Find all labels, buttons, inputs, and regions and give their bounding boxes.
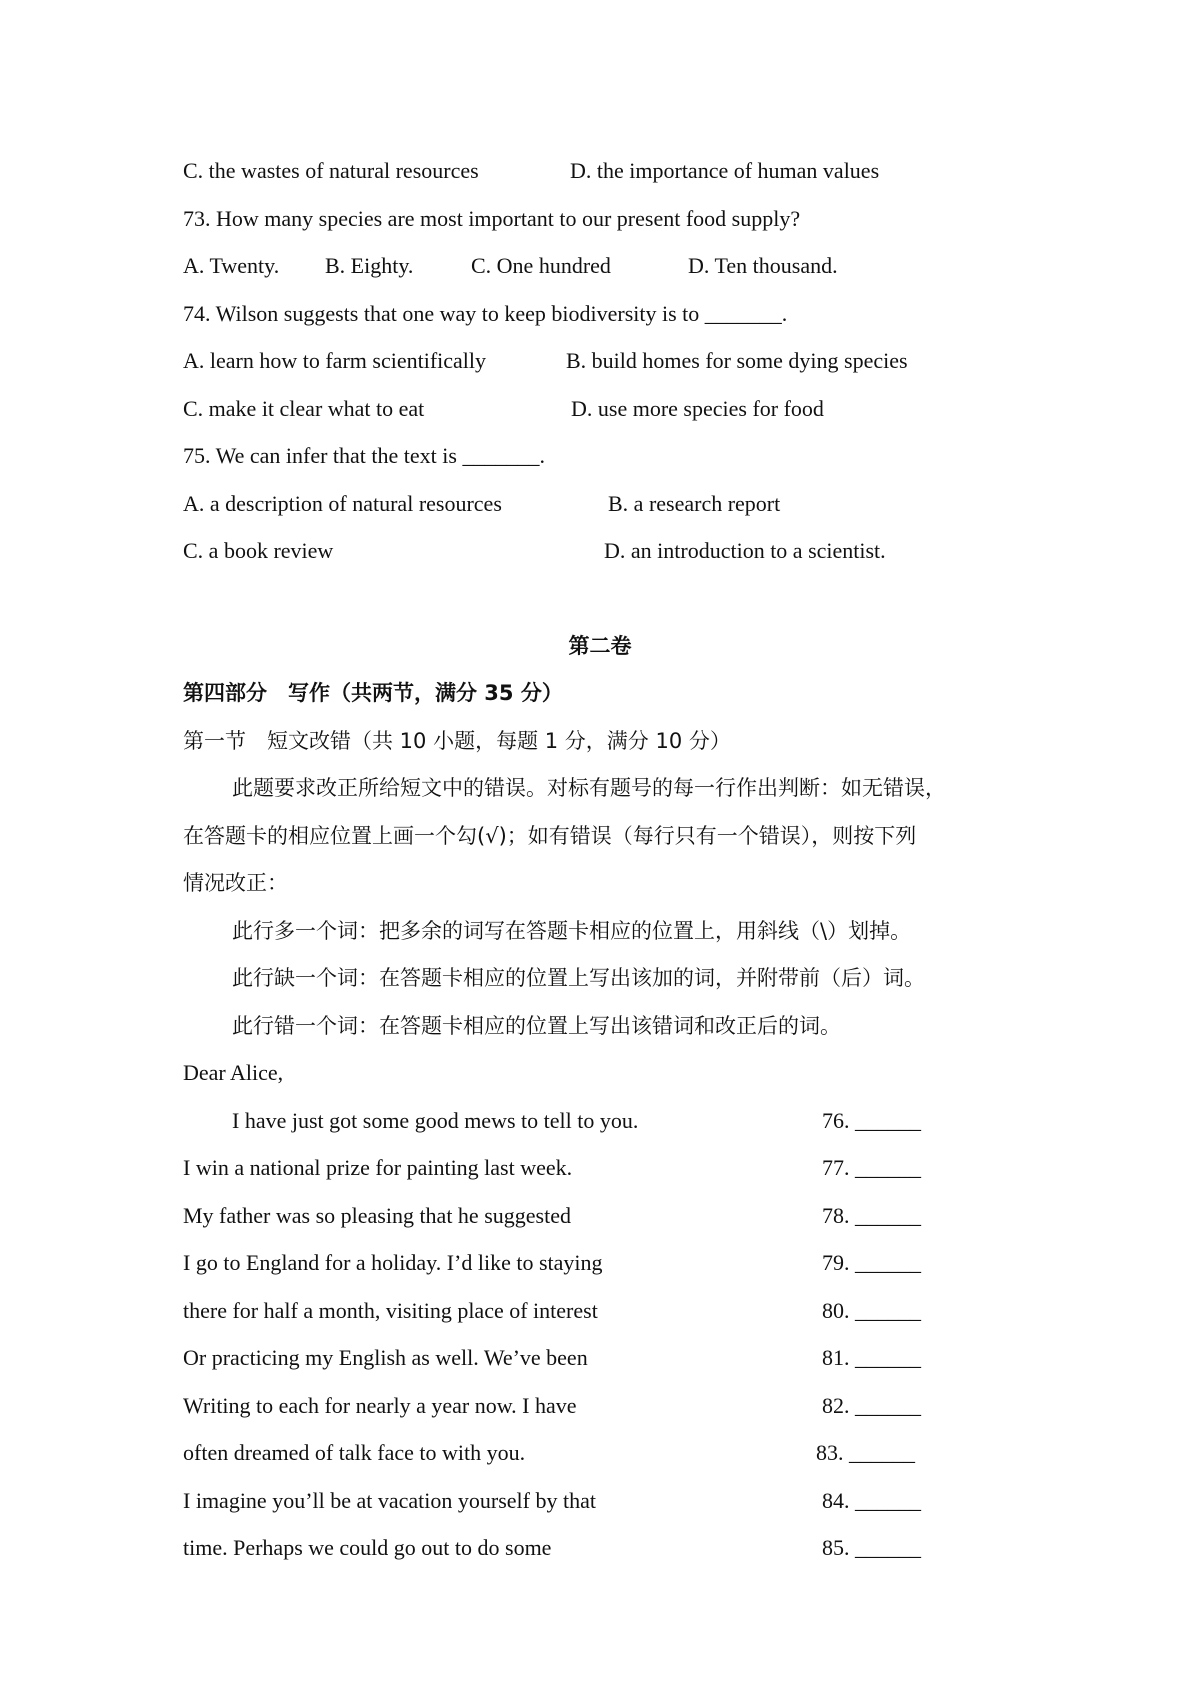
section1-title: 第一节 短文改错（共 10 小题，每题 1 分，满分 10 分） [183, 729, 731, 753]
q74-option-b: B. build homes for some dying species [566, 348, 908, 373]
q74-option-c: C. make it clear what to eat [183, 396, 425, 421]
rule-missing-word: 此行缺一个词：在答题卡相应的位置上写出该加的词，并附带前（后）词。 [232, 966, 925, 990]
passage-line-84: I imagine you’ll be at vacation yourself by that [183, 1488, 596, 1513]
rule-wrong-word: 此行错一个词：在答题卡相应的位置上写出该错词和改正后的词。 [232, 1014, 841, 1038]
answer-blank-80: 80. ______ [822, 1298, 921, 1323]
part4-title: 第四部分 写作（共两节，满分 35 分） [183, 681, 563, 705]
passage-line-80: there for half a month, visiting place of interest [183, 1298, 598, 1323]
answer-blank-83: 83. ______ [816, 1440, 915, 1465]
volume-title: 第二卷 [568, 634, 632, 658]
q73-option-c: C. One hundred [471, 253, 611, 278]
instruction-line-2: 在答题卡的相应位置上画一个勾(√)；如有错误（每行只有一个错误），则按下列 [183, 824, 917, 848]
answer-blank-77: 77. ______ [822, 1155, 921, 1180]
passage-line-78: My father was so pleasing that he suggested [183, 1203, 571, 1228]
q73-option-b: B. Eighty. [325, 253, 414, 278]
q75-option-d: D. an introduction to a scientist. [604, 538, 886, 563]
q74-stem: 74. Wilson suggests that one way to keep biodiversity is to _______. [183, 301, 788, 326]
answer-blank-78: 78. ______ [822, 1203, 921, 1228]
q73-option-a: A. Twenty. [183, 253, 280, 278]
q75-option-a: A. a description of natural resources [183, 491, 502, 516]
passage-line-83: often dreamed of talk face to with you. [183, 1440, 526, 1465]
passage-line-81: Or practicing my English as well. We’ve been [183, 1345, 588, 1370]
q74-option-a: A. learn how to farm scientifically [183, 348, 487, 373]
answer-blank-85: 85. ______ [822, 1535, 921, 1560]
q73-stem: 73. How many species are most important to our present food supply? [183, 206, 801, 231]
q75-stem: 75. We can infer that the text is _______. [183, 443, 545, 468]
passage-line-85: time. Perhaps we could go out to do some [183, 1535, 552, 1560]
instruction-line-3: 情况改正： [183, 871, 288, 895]
q73-option-d: D. Ten thousand. [688, 253, 838, 278]
q72-option-d: D. the importance of human values [570, 158, 880, 183]
passage-line-76 [232, 1107, 638, 1135]
answer-blank-84: 84. ______ [822, 1488, 921, 1513]
rule-extra-word: 此行多一个词：把多余的词写在答题卡相应的位置上，用斜线（\）划掉。 [232, 919, 912, 943]
instruction-line-1: 此题要求改正所给短文中的错误。对标有题号的每一行作出判断：如无错误， [232, 776, 946, 800]
answer-blank-79: 79. ______ [822, 1250, 921, 1275]
q74-option-d: D. use more species for food [571, 396, 824, 421]
passage-line-82: Writing to each for nearly a year now. I have [183, 1393, 577, 1418]
q72-option-c: C. the wastes of natural resources [183, 158, 479, 183]
q75-option-c: C. a book review [183, 538, 334, 563]
q75-option-b: B. a research report [608, 491, 781, 516]
letter-salutation: Dear Alice, [183, 1060, 284, 1085]
answer-blank-81: 81. ______ [822, 1345, 921, 1370]
passage-line-77: I win a national prize for painting last week. [183, 1155, 573, 1180]
answer-blank-76: 76. ______ [822, 1108, 921, 1133]
passage-text: I have just got some good mews to tell to you. [232, 1108, 639, 1133]
answer-blank-82: 82. ______ [822, 1393, 921, 1418]
passage-line-79: I go to England for a holiday. I’d like to staying [183, 1250, 603, 1275]
